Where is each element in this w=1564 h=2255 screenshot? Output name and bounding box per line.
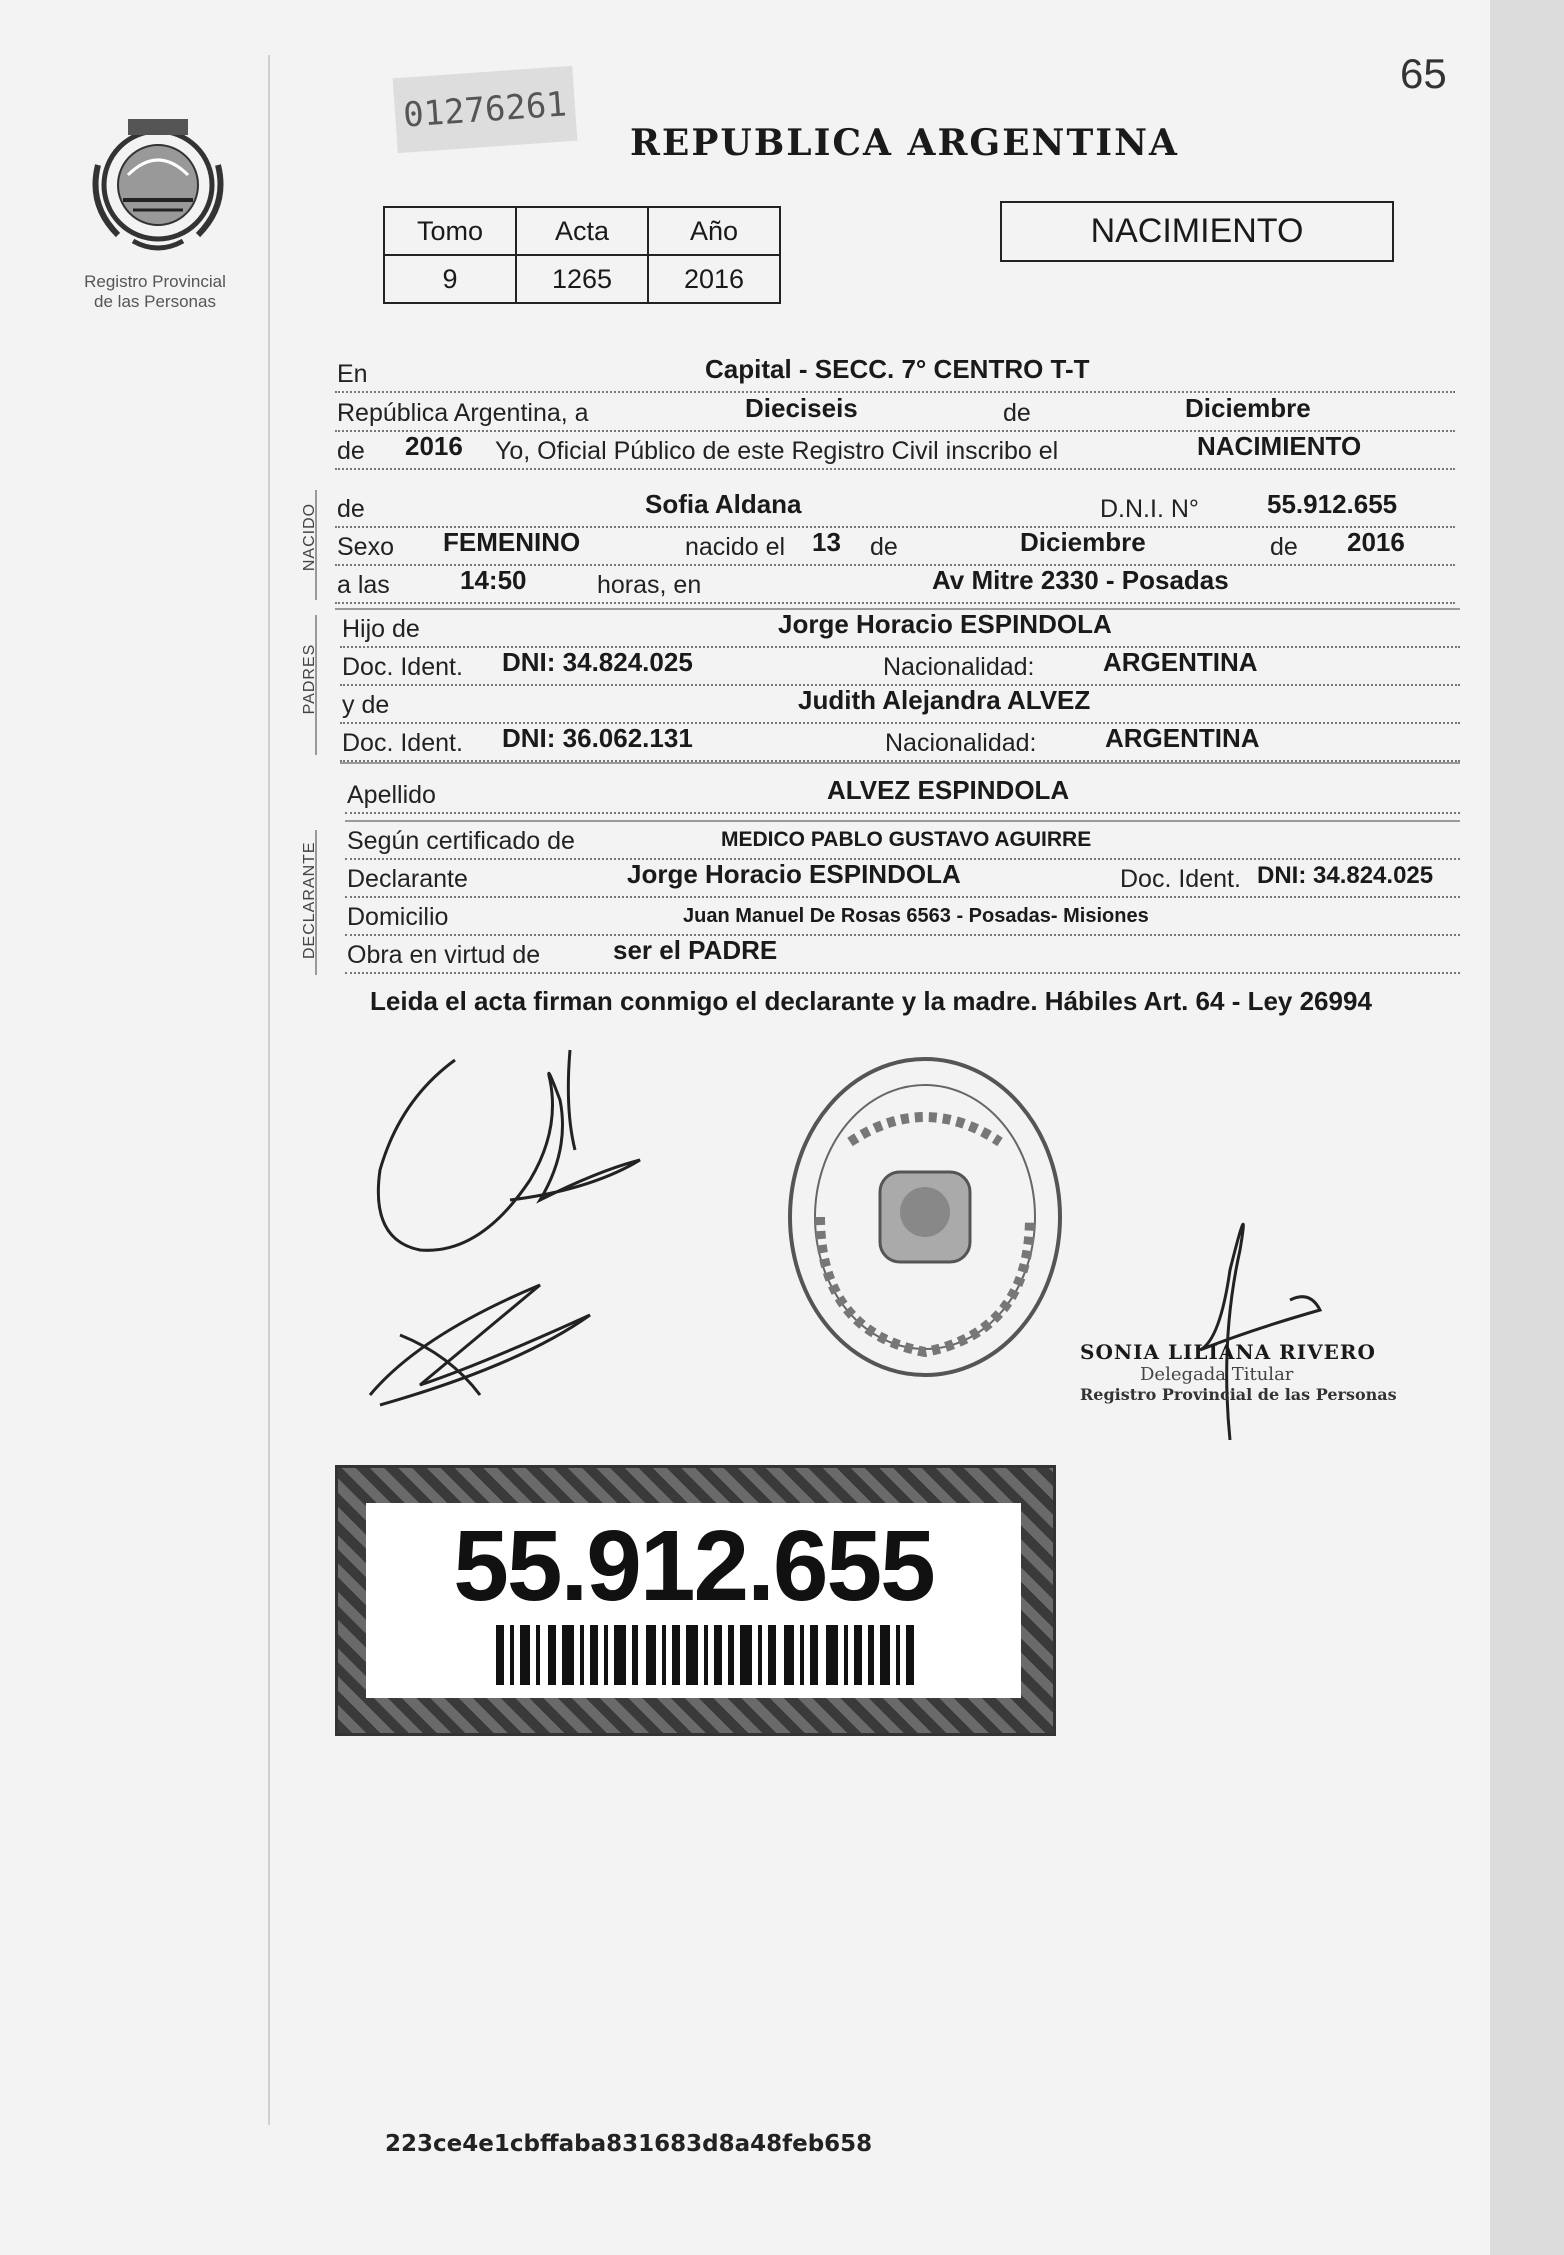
horas-en-label: horas, en [597,571,702,599]
declarante-label: Declarante [347,865,468,893]
birth-time: 14:50 [460,565,527,595]
row-date [335,392,1455,432]
anio-value: 2016 [648,255,780,303]
official-office: Registro Provincial de las Personas [1080,1385,1397,1404]
de-label: de [1003,399,1031,427]
tomo-header: Tomo [384,207,516,255]
closing-text: Leida el acta firman conmigo el declarante y la madre. Hábiles Art. 64 - Ley 26994 [370,986,1372,1016]
sex-value: FEMENINO [443,527,581,557]
row-father [340,608,1460,648]
tomo-value: 9 [384,255,516,303]
mother-nationality: ARGENTINA [1105,723,1260,753]
row-apellido [345,774,1460,814]
certificado-label: Según certificado de [347,827,575,855]
logo-caption-line1: Registro Provincial [84,272,226,291]
location-value: Capital - SECC. 7° CENTRO T-T [705,354,1090,384]
nacido-section-label: NACIDO [301,502,318,572]
record-type-box: NACIMIENTO [1000,201,1394,262]
child-name: Sofia Aldana [645,489,802,519]
de-year2-label: de [1270,533,1298,561]
row-obra [345,934,1460,974]
logo-caption-line2: de las Personas [94,292,216,311]
father-name: Jorge Horacio ESPINDOLA [778,609,1112,639]
declarante-name: Jorge Horacio ESPINDOLA [627,859,961,889]
row-sex [335,526,1455,566]
acta-value: 1265 [516,255,648,303]
de-name-label: de [337,495,365,523]
acta-header: Acta [516,207,648,255]
document-title: REPUBLICA ARGENTINA [630,122,1179,164]
registry-table-header-row [384,207,780,255]
padres-section-label: PADRES [301,643,318,715]
barcode-label [335,1465,1056,1736]
year-value: 2016 [405,431,463,461]
scan-edge [1490,0,1564,2255]
row-mother [340,684,1460,724]
birth-day: 13 [812,527,841,557]
declarante-section-label: DECLARANTE [301,841,318,959]
row-name [335,488,1455,528]
declarante-doc-label: Doc. Ident. [1120,865,1241,893]
separator-padres [340,762,1460,764]
event-value: NACIMIENTO [1197,431,1362,461]
logo-caption [70,272,240,312]
mother-doc: DNI: 36.062.131 [502,723,693,753]
de-month-label: de [870,533,898,561]
official-title: Delegada Titular [1140,1364,1294,1385]
page-number: 65 [1400,50,1447,97]
mother-name: Judith Alejandra ALVEZ [798,685,1091,715]
month-value: Diciembre [1185,393,1311,423]
anio-header: Año [648,207,780,255]
a-las-label: a las [337,571,390,599]
registry-table-value-row [384,255,780,303]
margin-line [268,55,270,2125]
registry-table [383,206,781,304]
row-domicilio [345,896,1460,936]
obra-value: ser el PADRE [613,935,778,965]
birth-year: 2016 [1347,527,1405,557]
birth-place: Av Mitre 2330 - Posadas [932,565,1229,595]
row-time [335,564,1455,604]
row-certificado [345,820,1460,860]
official-name: SONIA LILIANA RIVERO [1080,1340,1376,1364]
republica-label: República Argentina, a [337,399,589,427]
signature-declarante-icon [360,1275,600,1415]
birth-month: Diciembre [1020,527,1146,557]
dni-label: D.N.I. N° [1100,495,1199,523]
y-de-label: y de [342,691,390,719]
father-doc: DNI: 34.824.025 [502,647,693,677]
de-year-label: de [337,437,365,465]
day-value: Dieciseis [745,393,858,423]
document-hash: 223ce4e1cbffaba831683d8a48feb658 [385,2131,873,2157]
oficial-text: Yo, Oficial Público de este Registro Civil inscribo el [495,437,1059,465]
signature-mother-icon [360,1040,660,1270]
barcode-number: 55.912.655 [453,1510,934,1622]
domicilio-value: Juan Manuel De Rosas 6563 - Posadas- Misiones [683,905,1149,927]
provincial-logo-icon [88,115,228,265]
mother-doc-label: Doc. Ident. [342,729,463,757]
father-doc-label: Doc. Ident. [342,653,463,681]
obra-label: Obra en virtud de [347,941,541,969]
row-declarante [345,858,1460,898]
sexo-label: Sexo [337,533,394,561]
father-nationality: ARGENTINA [1103,647,1258,677]
apellido-label: Apellido [347,781,436,809]
declarante-doc: DNI: 34.824.025 [1257,862,1434,889]
official-stamp-icon [780,1052,1070,1382]
signature-official-icon [1160,1190,1340,1450]
row-en [335,353,1455,393]
barcode-inner [366,1503,1021,1698]
official-block [1080,1340,1400,1404]
row-oficial [335,430,1455,470]
domicilio-label: Domicilio [347,903,449,931]
control-number: 01276261 [393,66,578,153]
certificado-value: MEDICO PABLO GUSTAVO AGUIRRE [721,828,1092,851]
nacido-el-label: nacido el [685,533,786,561]
row-father-doc [340,646,1460,686]
mother-nationality-label: Nacionalidad: [885,729,1037,757]
barcode-icon [496,1625,916,1685]
father-nationality-label: Nacionalidad: [883,653,1035,681]
apellido-value: ALVEZ ESPINDOLA [827,775,1070,805]
hijo-de-label: Hijo de [342,615,420,643]
child-dni: 55.912.655 [1267,489,1398,519]
en-label: En [337,360,368,388]
row-mother-doc [340,722,1460,762]
